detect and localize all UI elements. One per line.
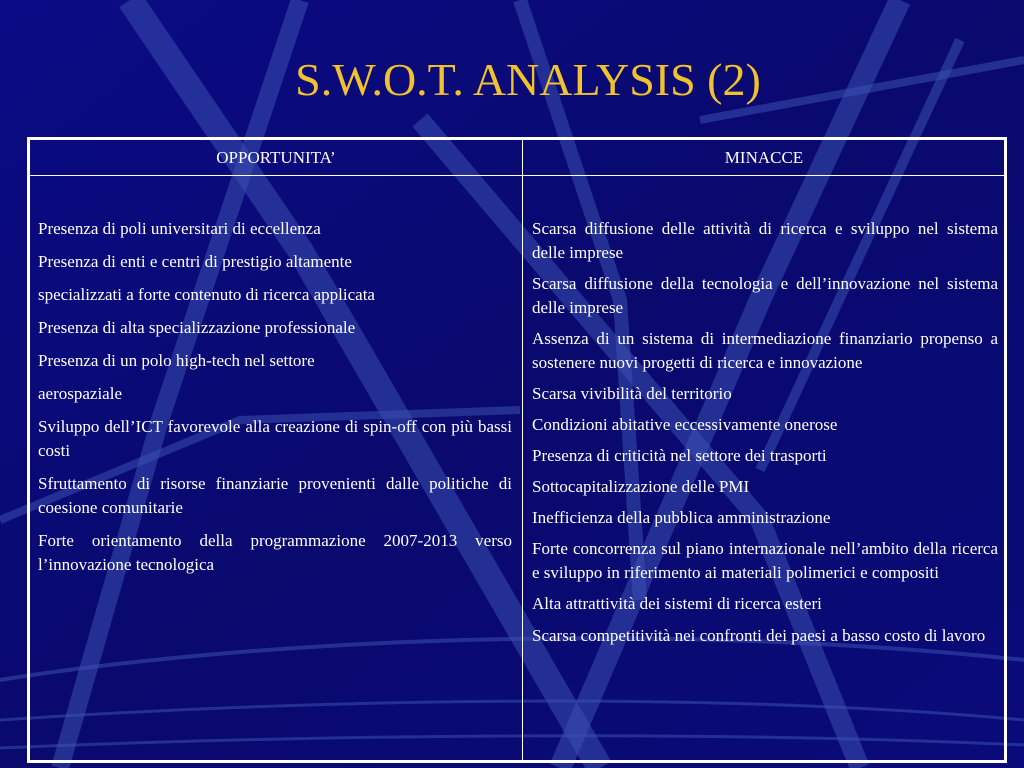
list-item: Scarsa vivibilità del territorio xyxy=(532,384,732,403)
list-item: Sottocapitalizzazione delle PMI xyxy=(532,477,750,496)
list-item: Sfruttamento di risorse finanziarie provenienti dalle politiche di coesione comunitarie xyxy=(38,474,512,517)
list-item: Forte concorrenza sul piano internazionale nell’ambito della ricerca e sviluppo in riferimento ai materiali polimerici e compositi xyxy=(532,539,998,582)
list-item: Presenza di poli universitari di eccellenza xyxy=(38,219,321,238)
list-item: Presenza di enti e centri di prestigio altamente xyxy=(38,252,352,271)
swot-table xyxy=(27,137,1007,763)
list-item: Presenza di alta specializzazione professionale xyxy=(38,318,356,337)
list-item: Inefficienza della pubblica amministrazione xyxy=(532,508,831,527)
list-item: Presenza di criticità nel settore dei trasporti xyxy=(532,446,827,465)
list-item: Scarsa competitività nei confronti dei paesi a basso costo di lavoro xyxy=(532,626,986,645)
column-divider xyxy=(522,140,523,760)
threats-header: MINACCE xyxy=(724,148,804,167)
list-item: Alta attrattività dei sistemi di ricerca esteri xyxy=(532,594,822,613)
list-item: aerospaziale xyxy=(38,384,122,403)
slide-title: S.W.O.T. ANALYSIS (2) xyxy=(295,54,761,105)
list-item: Forte orientamento della programmazione 2007-2013 verso l’innovazione tecnologica xyxy=(38,531,512,574)
opportunities-header: OPPORTUNITA’ xyxy=(216,148,336,167)
list-item: Scarsa diffusione delle attività di ricerca e sviluppo nel sistema delle imprese xyxy=(532,219,998,262)
list-item: Assenza di un sistema di intermediazione finanziario propenso a sostenere nuovi progetti di ricerca e innovazione xyxy=(532,329,998,372)
list-item: Presenza di un polo high-tech nel settore xyxy=(38,351,315,370)
header-divider xyxy=(30,175,1004,176)
list-item: Scarsa diffusione della tecnologia e dell’innovazione nel sistema delle imprese xyxy=(532,274,998,317)
list-item: Sviluppo dell’ICT favorevole alla creazione di spin-off con più bassi costi xyxy=(38,417,512,460)
list-item: specializzati a forte contenuto di ricerca applicata xyxy=(38,285,375,304)
list-item: Condizioni abitative eccessivamente onerose xyxy=(532,415,838,434)
opportunities-list xyxy=(38,217,512,586)
threats-list xyxy=(532,217,998,655)
